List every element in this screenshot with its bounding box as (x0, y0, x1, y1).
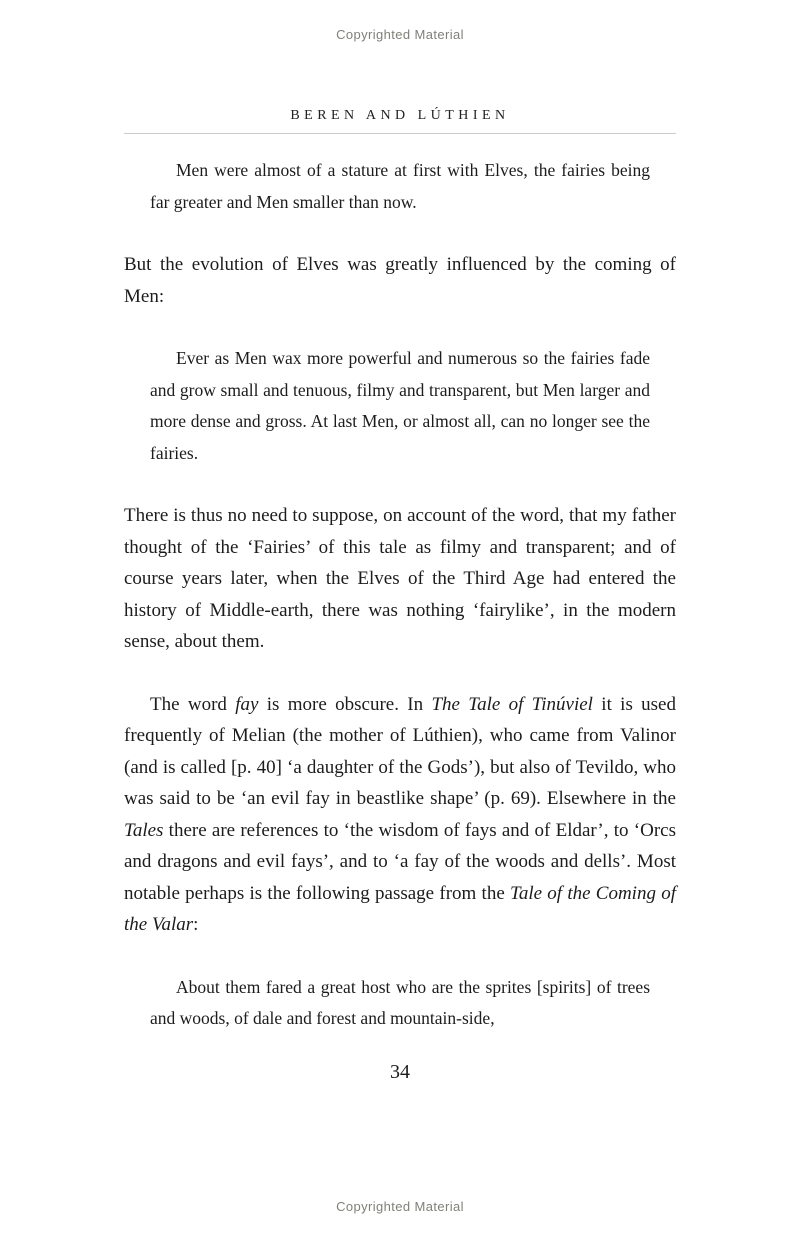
text-run: The word (150, 693, 236, 715)
copyright-notice-top: Copyrighted Material (336, 27, 464, 42)
block-quote-3: About them fared a great host who are the sprites [spirits] of trees and woods, of dale and forest and mountain-side, (150, 976, 650, 1028)
text-run: : (193, 914, 199, 935)
italic-run: The Tale of Tinúviel (431, 693, 593, 715)
italic-run: Tale of the Coming of the Valar (124, 882, 676, 935)
text-run: there are references to ‘the wisdom of fays and of Eldar’, to ‘Orcs and dragons and evil fays’, and to ‘a fay of the woods and dells’. Most notable perhaps is the following passage from the (124, 819, 676, 904)
copyright-notice-bottom: Copyrighted Material (336, 1199, 464, 1214)
block-quote-1: Men were almost of a stature at first with Elves, the fairies being far greater and Men smaller than now. (150, 160, 650, 212)
text-run: is more obscure. In (258, 693, 432, 715)
page-content (124, 108, 676, 1084)
paragraph-2: There is thus no need to suppose, on account of the word, that my father thought of the ‘Fairies’ of this tale as filmy and transparent; and of course years later, when the Elves of the Third Age had entered the history of Middle-earth, there was nothing ‘fairylike’, in the modern sense, about them. (124, 505, 676, 652)
page-number: 34 (390, 1060, 410, 1083)
block-quote-2: Ever as Men wax more powerful and numerous so the fairies fade and grow small and tenuous, filmy and transparent, but Men larger and more dense and gross. At last Men, or almost all, can no longer see the fairies. (150, 348, 650, 463)
running-head: BEREN AND LÚTHIEN (290, 108, 510, 123)
divider-rule (124, 133, 676, 134)
paragraph-1: But the evolution of Elves was greatly influenced by the coming of Men: (124, 254, 676, 307)
paragraph-3 (124, 689, 676, 941)
italic-run: fay (235, 693, 259, 715)
text-run: it is used frequently of Melian (the mother of Lúthien), who came from Valinor (and is called [p. 40] ‘a daughter of the Gods’), but also of Tevildo, who was said to be ‘an evil fay in beastlike shape’ (p. 69). Elsewhere in the (124, 693, 676, 809)
italic-run: Tales (124, 819, 164, 841)
